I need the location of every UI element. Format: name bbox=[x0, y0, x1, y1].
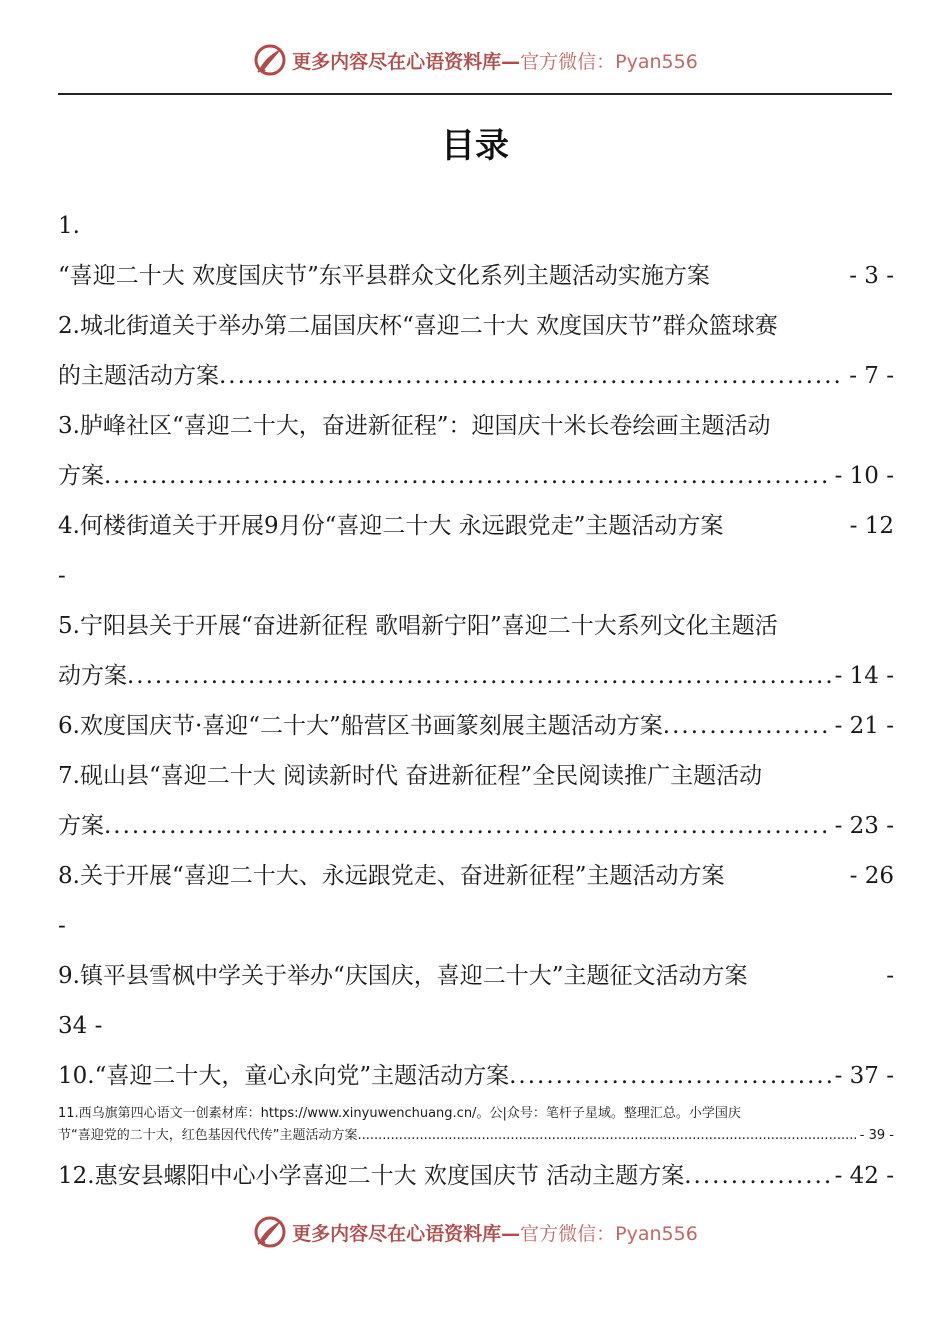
footer-wechat-text: 官方微信：Pyan556 bbox=[520, 1222, 698, 1245]
toc-entry-3[interactable] bbox=[58, 451, 894, 501]
toc-entry-9-tail: 34 - bbox=[58, 1013, 103, 1039]
toc-entry-3-title: 3.胪峰社区“喜迎二十大，奋进新征程”：迎国庆十米长卷绘画主题活动 bbox=[58, 413, 771, 439]
toc-entry-7-title: 7.砚山县“喜迎二十大 阅读新时代 奋进新征程”全民阅读推广主题活动 bbox=[58, 763, 763, 789]
toc-entry-5-line1[interactable] bbox=[58, 601, 894, 651]
header-divider bbox=[58, 93, 892, 95]
toc-entry-5-text: 动方案 bbox=[58, 663, 127, 689]
toc-entry-7-text: 方案 bbox=[58, 813, 104, 839]
toc-entry-6-page: - 21 - bbox=[834, 713, 894, 739]
table-of-contents bbox=[58, 201, 894, 1201]
dot-leader bbox=[684, 1151, 830, 1201]
toc-entry-1-page: - 3 - bbox=[849, 263, 894, 289]
toc-entry-4[interactable] bbox=[58, 501, 894, 551]
toc-entry-11-line2 bbox=[58, 1125, 894, 1147]
brush-logo-icon bbox=[252, 1214, 288, 1250]
toc-entry-4-tail: - bbox=[58, 563, 66, 589]
toc-entry-11-page: - 39 - bbox=[859, 1128, 894, 1143]
dot-leader bbox=[663, 701, 831, 751]
toc-entry-11-text: 节“喜迎党的二十大，红色基因代代传”主题活动方案 bbox=[58, 1128, 358, 1143]
toc-entry-3-line1[interactable] bbox=[58, 401, 894, 451]
dot-leader bbox=[127, 651, 831, 701]
toc-entry-8-tail: - bbox=[58, 913, 66, 939]
toc-entry-6[interactable] bbox=[58, 701, 894, 751]
toc-entry-3-page: - 10 - bbox=[834, 463, 894, 489]
page-title: 目录 bbox=[441, 126, 509, 166]
toc-entry-10[interactable] bbox=[58, 1051, 894, 1101]
toc-entry-9[interactable] bbox=[58, 951, 894, 1001]
page-header-watermark bbox=[0, 40, 950, 80]
toc-entry-12[interactable] bbox=[58, 1151, 894, 1201]
header-wechat-text: 官方微信：Pyan556 bbox=[520, 50, 698, 73]
dot-leader bbox=[104, 801, 831, 851]
toc-entry-2-text: 的主题活动方案 bbox=[58, 363, 219, 389]
toc-entry-5-title: 5.宁阳县关于开展“奋进新征程 歌唱新宁阳”喜迎二十大系列文化主题活 bbox=[58, 613, 778, 639]
toc-entry-3-text: 方案 bbox=[58, 463, 104, 489]
toc-entry-1[interactable] bbox=[58, 251, 894, 301]
toc-entry-11[interactable] bbox=[58, 1101, 894, 1151]
dot-leader bbox=[509, 1051, 830, 1101]
page-footer-watermark bbox=[0, 1212, 950, 1252]
toc-entry-2-title: 2.城北街道关于举办第二届国庆杯“喜迎二十大 欢度国庆节”群众篮球赛 bbox=[58, 313, 778, 339]
toc-entry-11-line1: 11.西乌旗第四心语文一创素材库：https://www.xinyuwenchuang.cn/。公|众号：笔杆子星域。整理汇总。小学国庆 bbox=[58, 1106, 741, 1121]
toc-entry-1-number: 1. bbox=[58, 213, 80, 239]
dot-leader bbox=[219, 351, 845, 401]
toc-entry-12-page: - 42 - bbox=[834, 1163, 894, 1189]
toc-entry-7-line1[interactable] bbox=[58, 751, 894, 801]
toc-entry-12-text: 12.惠安县螺阳中心小学喜迎二十大 欢度国庆节 活动主题方案 bbox=[58, 1163, 685, 1189]
toc-entry-1-text: “喜迎二十大 欢度国庆节”东平县群众文化系列主题活动实施方案 bbox=[58, 263, 710, 289]
dot-leader bbox=[104, 451, 831, 501]
toc-entry-8-page: - 26 bbox=[849, 863, 894, 889]
toc-entry-7-page: - 23 - bbox=[834, 813, 894, 839]
toc-entry-8-text: 8.关于开展“喜迎二十大、永远跟党走、奋进新征程”主题活动方案 bbox=[58, 863, 725, 889]
toc-entry-8[interactable] bbox=[58, 851, 894, 901]
toc-entry-2[interactable] bbox=[58, 351, 894, 401]
toc-entry-10-text: 10.“喜迎二十大，童心永向党”主题活动方案 bbox=[58, 1063, 510, 1089]
dot-leader bbox=[357, 1125, 855, 1147]
toc-entry-9-text: 9.镇平县雪枫中学关于举办“庆国庆，喜迎二十大”主题征文活动方案 bbox=[58, 963, 748, 989]
toc-entry-4-page: - 12 bbox=[849, 513, 894, 539]
toc-entry-2-page: - 7 - bbox=[849, 363, 894, 389]
toc-entry-6-text: 6.欢度国庆节·喜迎“二十大”船营区书画篆刻展主题活动方案 bbox=[58, 713, 663, 739]
footer-brand-text: 更多内容尽在心语资料库— bbox=[292, 1222, 521, 1245]
toc-entry-10-page: - 37 - bbox=[834, 1063, 894, 1089]
toc-entry-7[interactable] bbox=[58, 801, 894, 851]
toc-entry-4-text: 4.何楼街道关于开展9月份“喜迎二十大 永远跟党走”主题活动方案 bbox=[58, 513, 724, 539]
toc-entry-5-page: - 14 - bbox=[834, 663, 894, 689]
header-brand-text: 更多内容尽在心语资料库— bbox=[292, 50, 521, 73]
toc-entry-9-page: - bbox=[886, 963, 894, 989]
toc-entry-2-line1[interactable] bbox=[58, 301, 894, 351]
toc-entry-5[interactable] bbox=[58, 651, 894, 701]
brush-logo-icon bbox=[252, 42, 288, 78]
